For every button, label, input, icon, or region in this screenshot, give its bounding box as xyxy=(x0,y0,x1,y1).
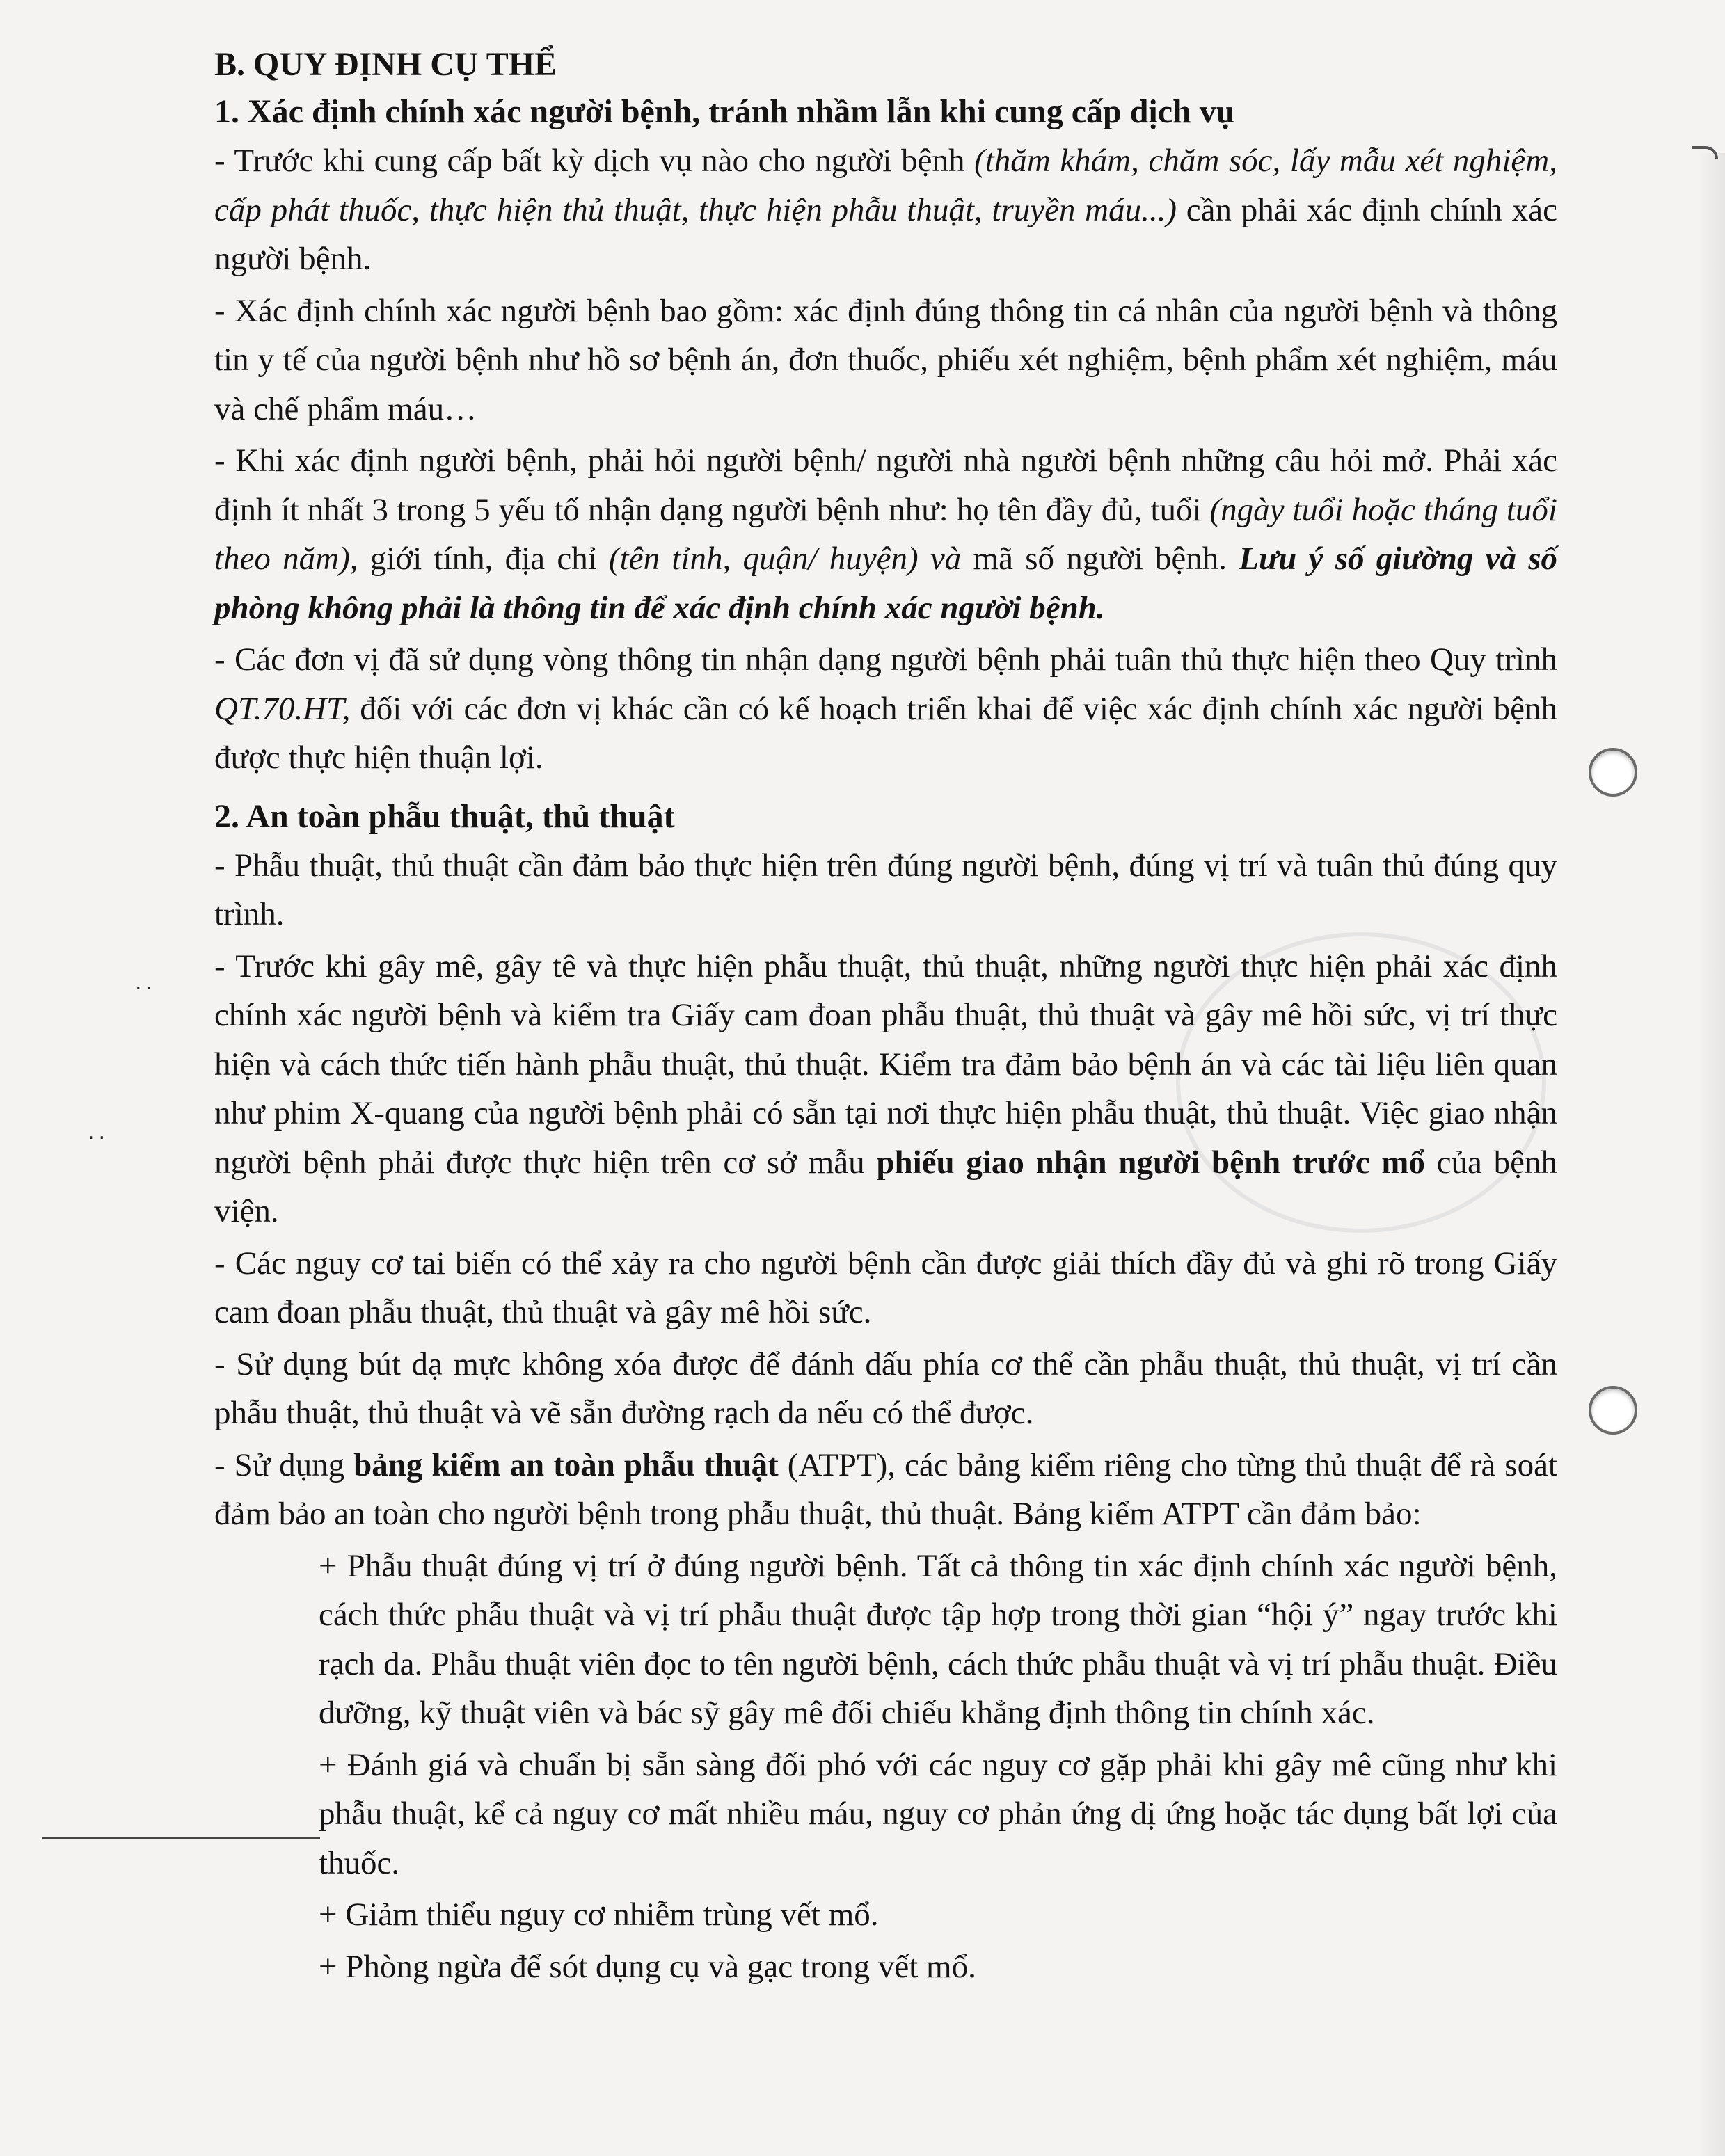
section-2-paragraph-4: - Sử dụng bút dạ mực không xóa được để đánh dấu phía cơ thể cần phẫu thuật, thủ thuật, vị trí cần phẫu thuật, thủ thuật và vẽ sẵn đường rạch da nếu có thể được. xyxy=(214,1345,1557,1431)
section-2-paragraph-1: - Phẫu thuật, thủ thuật cần đảm bảo thực hiện trên đúng người bệnh, đúng vị trí và tuân thủ đúng quy trình. xyxy=(214,847,1557,932)
section-1-paragraph-4 xyxy=(214,635,1557,783)
s2-p2-end: của bệnh viện. xyxy=(214,1144,1557,1229)
s1-p3-gender: giới tính, địa chỉ xyxy=(358,541,610,577)
page-fold-mark xyxy=(1692,146,1718,159)
margin-dots-lower: .. xyxy=(88,1120,110,1144)
s1-p3-note: Lưu ý số giường và số phòng không phải là thông tin để xác định chính xác người bệnh. xyxy=(214,541,1558,626)
section-1-title: 1. Xác định chính xác người bệnh, tránh nhầm lẫn khi cung cấp dịch vụ xyxy=(214,93,1235,130)
section-2-paragraph-2 xyxy=(214,942,1557,1236)
checklist-item: + Giảm thiểu nguy cơ nhiễm trùng vết mổ. xyxy=(319,1897,879,1933)
checklist-item: + Phòng ngừa để sót dụng cụ và gạc trong vết mổ. xyxy=(319,1948,976,1985)
s1-p1-end: cần phải xác định chính xác người bệnh. xyxy=(214,191,1557,277)
s1-p4-procedure-code: QT.70.HT, xyxy=(214,690,351,727)
s1-p3-italic-address: (tên tỉnh, quận/ huyện) và xyxy=(609,541,962,577)
s2-p2-text: - Trước khi gây mê, gây tê và thực hiện phẫu thuật, thủ thuật, những người thực hiện phải xác định chính xác người bệnh và kiểm tra Giấy cam đoan phẫu thuật, thủ thuật và gây mê hồi sức, vị trí thực hiện và cách thức tiến hành phẫu thuật, thủ thuật. Kiểm tra đảm bảo bệnh án và các tài liệu liên quan như phim X-quang của người bệnh phải có sẵn tại nơi thực hiện phẫu thuật, thủ thuật. Việc giao nhận người bệnh phải được thực hiện trên cơ sở mẫu xyxy=(214,948,1557,1181)
checklist-item: + Đánh giá và chuẩn bị sẵn sàng đối phó với các nguy cơ gặp phải khi gây mê cũng như khi phẫu thuật, kể cả nguy cơ mất nhiều máu, nguy cơ phản ứng dị ứng hoặc tác dụng bất lợi của thuốc. xyxy=(319,1746,1557,1881)
document-body xyxy=(214,42,1557,1991)
section-2-title: 2. An toàn phẫu thuật, thủ thuật xyxy=(214,797,675,835)
s1-p4-end: đối với các đơn vị khác cần có kế hoạch triển khai để việc xác định chính xác người bệnh được thực hiện thuận lợi. xyxy=(214,690,1557,776)
section-1-paragraph-1 xyxy=(214,136,1557,284)
checklist-item: + Phẫu thuật đúng vị trí ở đúng người bệnh. Tất cả thông tin xác định chính xác người bệnh, cách thức phẫu thuật và vị trí phẫu thuật được tập hợp trong thời gian “hội ý” ngay trước khi rạch da. Phẫu thuật viên đọc to tên người bệnh, cách thức phẫu thuật và vị trí phẫu thuật. Điều dưỡng, kỹ thuật viên và bác sỹ gây mê đối chiếu khẳng định thông tin chính xác. xyxy=(319,1547,1557,1731)
main-heading: B. QUY ĐỊNH CỤ THỂ xyxy=(214,46,557,83)
page-edge-shadow xyxy=(1697,153,1725,2156)
s1-p4-text: - Các đơn vị đã sử dụng vòng thông tin nhận dạng người bệnh phải tuân thủ thực hiện theo Quy trình xyxy=(214,641,1557,678)
s1-p3-italic-age: (ngày tuổi hoặc tháng tuổi theo năm), xyxy=(214,491,1557,577)
s1-p3-code: mã số người bệnh. xyxy=(961,541,1239,577)
section-1-paragraph-3 xyxy=(214,436,1557,632)
s1-p3-text: - Khi xác định người bệnh, phải hỏi người bệnh/ người nhà người bệnh những câu hỏi mở. Phải xác định ít nhất 3 trong 5 yếu tố nhận dạng người bệnh như: họ tên đầy đủ, tuổi xyxy=(214,442,1557,528)
section-2-paragraph-5 xyxy=(214,1441,1557,1539)
punch-hole-bottom xyxy=(1589,1386,1637,1435)
s2-p5-bold-checklist: bảng kiểm an toàn phẫu thuật xyxy=(353,1446,779,1483)
punch-hole-top xyxy=(1589,748,1637,797)
margin-dots-upper: .. xyxy=(135,971,157,995)
section-2-paragraph-3: - Các nguy cơ tai biến có thể xảy ra cho người bệnh cần được giải thích đầy đủ và ghi rõ trong Giấy cam đoan phẫu thuật, thủ thuật và gây mê hồi sức. xyxy=(214,1245,1557,1330)
s1-p1-italic: (thăm khám, chăm sóc, lấy mẫu xét nghiệm, cấp phát thuốc, thực hiện thủ thuật, thực hiện phẫu thuật, truyền máu...) xyxy=(214,143,1557,228)
s1-p1-text: - Trước khi cung cấp bất kỳ dịch vụ nào cho người bệnh xyxy=(214,143,975,179)
s2-p5-text: - Sử dụng xyxy=(214,1446,354,1483)
s2-p5-end: (ATPT), các bảng kiểm riêng cho từng thủ thuật để rà soát đảm bảo an toàn cho người bệnh trong phẫu thuật, thủ thuật. Bảng kiểm ATPT cần đảm bảo: xyxy=(214,1446,1557,1532)
s2-p2-bold-form: phiếu giao nhận người bệnh trước mổ xyxy=(876,1144,1425,1181)
section-1-paragraph-2: - Xác định chính xác người bệnh bao gồm: xác định đúng thông tin cá nhân của người bệnh và thông tin y tế của người bệnh như hồ sơ bệnh án, đơn thuốc, phiếu xét nghiệm, bệnh phẩm xét nghiệm, máu và chế phẩm máu… xyxy=(214,292,1557,427)
